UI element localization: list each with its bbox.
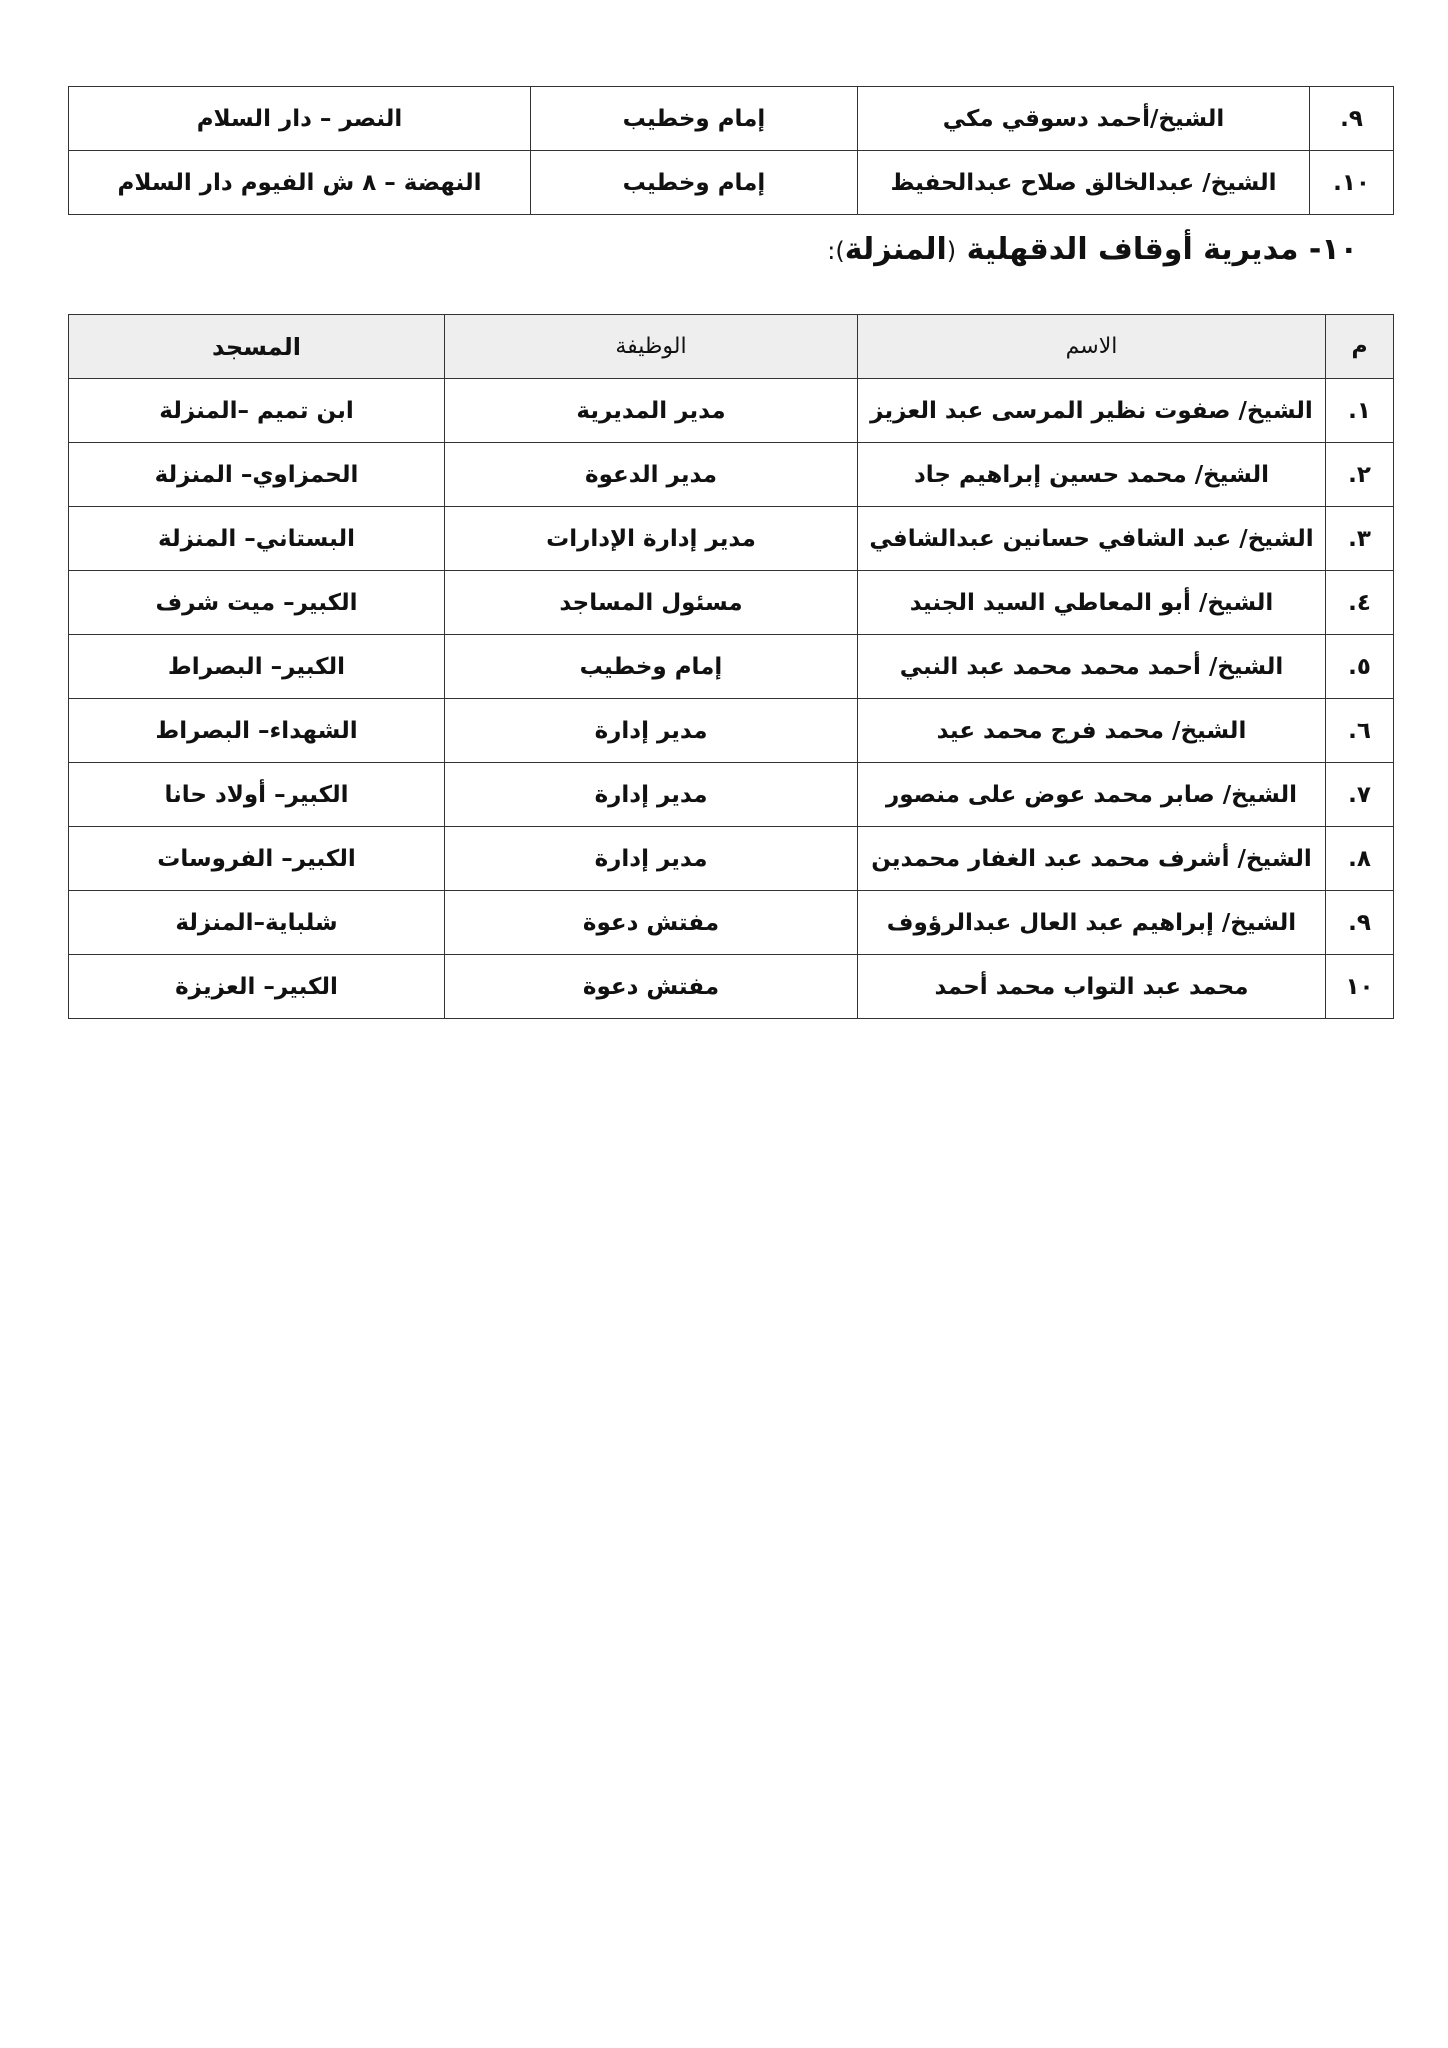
person-name: الشيخ/ عبدالخالق صلاح عبدالحفيظ (858, 151, 1310, 215)
staff-table (68, 314, 1394, 1019)
job-title: مدير إدارة (445, 699, 858, 763)
job-title: مفتش دعوة (445, 955, 858, 1019)
job-title: مدير إدارة (445, 827, 858, 891)
person-name: الشيخ/ صابر محمد عوض على منصور (858, 763, 1326, 827)
mosque-name: الشهداء– البصراط (69, 699, 445, 763)
row-number: ٢. (1326, 443, 1394, 507)
row-number: ٦. (1326, 699, 1394, 763)
row-number: ١. (1326, 379, 1394, 443)
header-number: م (1326, 315, 1394, 379)
mosque-name: الكبير– العزيزة (69, 955, 445, 1019)
table-row (69, 507, 1394, 571)
mosque-name: البستاني– المنزلة (69, 507, 445, 571)
job-title: إمام وخطيب (445, 635, 858, 699)
row-number: ٩. (1310, 87, 1394, 151)
mosque-name: الكبير– ميت شرف (69, 571, 445, 635)
paren-close: ): (827, 237, 845, 265)
header-job: الوظيفة (445, 315, 858, 379)
row-number: ٨. (1326, 827, 1394, 891)
mosque-name: النهضة – ٨ ش الفيوم دار السلام (69, 151, 531, 215)
person-name: الشيخ/ إبراهيم عبد العال عبدالرؤوف (858, 891, 1326, 955)
table-row (69, 891, 1394, 955)
job-title: مدير إدارة الإدارات (445, 507, 858, 571)
table-row (69, 151, 1394, 215)
job-title: مدير إدارة (445, 763, 858, 827)
mosque-name: النصر – دار السلام (69, 87, 531, 151)
job-title: مدير المديرية (445, 379, 858, 443)
table-header-row (69, 315, 1394, 379)
paren-open: ( (946, 237, 957, 265)
person-name: الشيخ/ أبو المعاطي السيد الجنيد (858, 571, 1326, 635)
row-number: ١٠. (1310, 151, 1394, 215)
person-name: الشيخ/ محمد حسين إبراهيم جاد (858, 443, 1326, 507)
header-mosque: المسجد (69, 315, 445, 379)
continued-table (68, 86, 1394, 215)
header-name: الاسم (858, 315, 1326, 379)
table-row (69, 763, 1394, 827)
row-number: ٣. (1326, 507, 1394, 571)
row-number: ٧. (1326, 763, 1394, 827)
row-number: ٩. (1326, 891, 1394, 955)
job-title: مفتش دعوة (445, 891, 858, 955)
person-name: الشيخ/ محمد فرج محمد عيد (858, 699, 1326, 763)
table-row (69, 571, 1394, 635)
mosque-name: الكبير– البصراط (69, 635, 445, 699)
person-name: الشيخ/ أحمد محمد محمد عبد النبي (858, 635, 1326, 699)
table-row (69, 699, 1394, 763)
table-row (69, 955, 1394, 1019)
row-number: ٥. (1326, 635, 1394, 699)
section-number: ١٠- (1308, 232, 1358, 267)
table-row (69, 443, 1394, 507)
job-title: مسئول المساجد (445, 571, 858, 635)
job-title: إمام وخطيب (531, 151, 858, 215)
mosque-name: الكبير– أولاد حانا (69, 763, 445, 827)
person-name: الشيخ/ أشرف محمد عبد الغفار محمدين (858, 827, 1326, 891)
table-row (69, 379, 1394, 443)
person-name: الشيخ/أحمد دسوقي مكي (858, 87, 1310, 151)
mosque-name: ابن تميم –المنزلة (69, 379, 445, 443)
job-title: إمام وخطيب (531, 87, 858, 151)
person-name: الشيخ/ عبد الشافي حسانين عبدالشافي (858, 507, 1326, 571)
table-row (69, 827, 1394, 891)
mosque-name: شلباية–المنزلة (69, 891, 445, 955)
row-number: ١٠ (1326, 955, 1394, 1019)
section-subtitle: المنزلة (844, 232, 947, 267)
table-row (69, 87, 1394, 151)
mosque-name: الحمزاوي– المنزلة (69, 443, 445, 507)
person-name: محمد عبد التواب محمد أحمد (858, 955, 1326, 1019)
person-name: الشيخ/ صفوت نظير المرسى عبد العزيز (858, 379, 1326, 443)
mosque-name: الكبير– الفروسات (69, 827, 445, 891)
job-title: مدير الدعوة (445, 443, 858, 507)
section-heading (827, 232, 1358, 267)
section-title: مديرية أوقاف الدقهلية (966, 232, 1299, 267)
table-row (69, 635, 1394, 699)
row-number: ٤. (1326, 571, 1394, 635)
